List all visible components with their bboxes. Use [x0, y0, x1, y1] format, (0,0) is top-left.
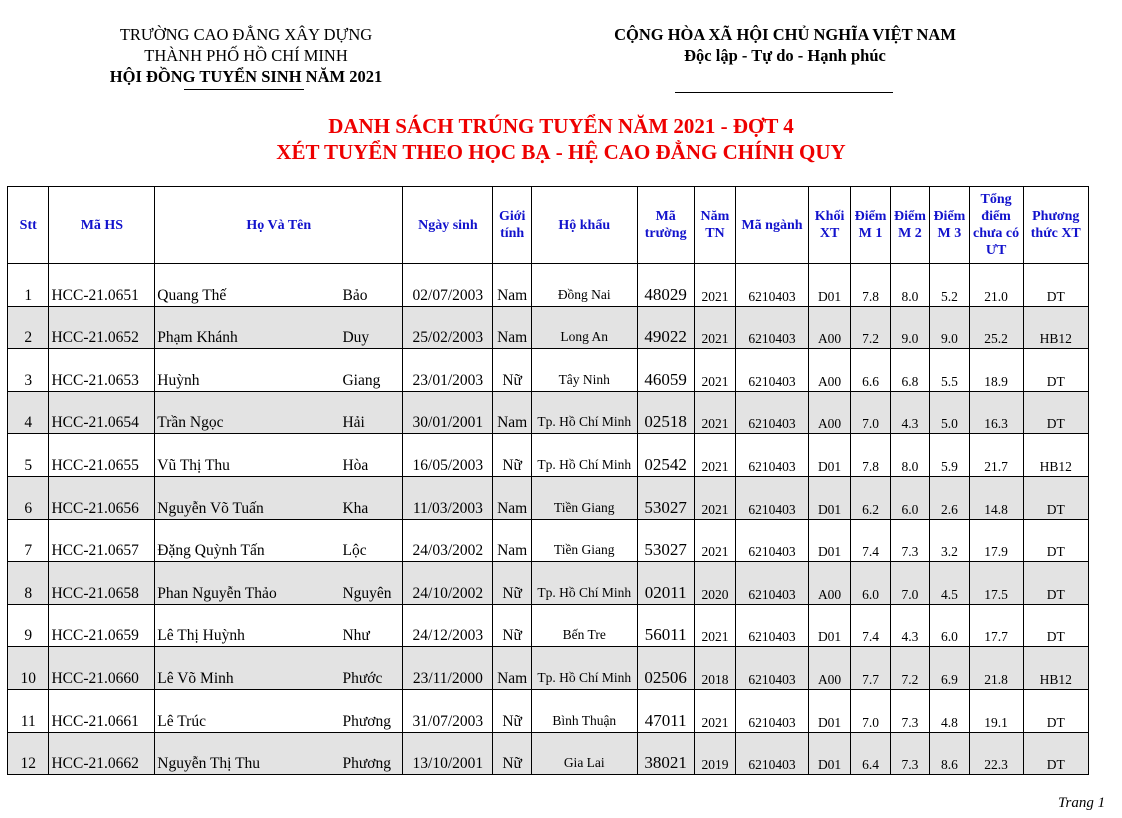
cell-ngay-sinh: 24/03/2002: [403, 519, 493, 562]
cell-phuong-thuc: DT: [1023, 519, 1088, 562]
cell-ho-khau: Tp. Hồ Chí Minh: [531, 391, 637, 434]
cell-nam-tn: 2021: [694, 604, 735, 647]
cell-ho: Đặng Quỳnh Tấn: [155, 519, 341, 562]
cell-ma-truong: 02518: [637, 391, 694, 434]
cell-diem-m2: 6.0: [890, 476, 929, 519]
cell-gioi-tinh: Nam: [493, 476, 531, 519]
col-ma-nganh: Mã ngành: [736, 187, 809, 264]
cell-gioi-tinh: Nữ: [493, 434, 531, 477]
cell-diem-m3: 5.0: [930, 391, 969, 434]
cell-ma-truong: 53027: [637, 519, 694, 562]
cell-gioi-tinh: Nam: [493, 306, 531, 349]
cell-ngay-sinh: 25/02/2003: [403, 306, 493, 349]
cell-ho-khau: Tiền Giang: [531, 476, 637, 519]
cell-ngay-sinh: 16/05/2003: [403, 434, 493, 477]
cell-gioi-tinh: Nam: [493, 264, 531, 307]
cell-ten: Bảo: [340, 264, 402, 307]
col-phuong-thuc: Phương thức XT: [1023, 187, 1088, 264]
header-left: [88, 24, 404, 87]
cell-diem-m1: 7.4: [851, 604, 890, 647]
cell-stt: 4: [8, 391, 49, 434]
header-left-underline: [184, 89, 304, 90]
cell-khoi-xt: D01: [808, 519, 851, 562]
cell-ho: Huỳnh: [155, 349, 341, 392]
cell-nam-tn: 2020: [694, 562, 735, 605]
cell-diem-m3: 4.8: [930, 689, 969, 732]
cell-nam-tn: 2021: [694, 519, 735, 562]
cell-ten: Phước: [340, 647, 402, 690]
cell-ma-nganh: 6210403: [736, 434, 809, 477]
cell-stt: 7: [8, 519, 49, 562]
col-ngay-sinh: Ngày sinh: [403, 187, 493, 264]
cell-ma-truong: 48029: [637, 264, 694, 307]
cell-gioi-tinh: Nam: [493, 391, 531, 434]
cell-ngay-sinh: 02/07/2003: [403, 264, 493, 307]
cell-ma-truong: 02506: [637, 647, 694, 690]
cell-ho-khau: Tp. Hồ Chí Minh: [531, 647, 637, 690]
cell-ho: Nguyễn Võ Tuấn: [155, 476, 341, 519]
cell-gioi-tinh: Nữ: [493, 689, 531, 732]
table-row: [8, 434, 1089, 477]
cell-ma-nganh: 6210403: [736, 391, 809, 434]
cell-khoi-xt: D01: [808, 689, 851, 732]
document-title: DANH SÁCH TRÚNG TUYỂN NĂM 2021 - ĐỢT 4: [328, 114, 794, 138]
cell-tong-diem: 22.3: [969, 732, 1023, 775]
cell-ho: Phan Nguyễn Thảo: [155, 562, 341, 605]
cell-stt: 11: [8, 689, 49, 732]
cell-ho-khau: Tây Ninh: [531, 349, 637, 392]
cell-ma-nganh: 6210403: [736, 732, 809, 775]
col-ma-hs: Mã HS: [49, 187, 155, 264]
col-nam-tn: Năm TN: [694, 187, 735, 264]
cell-khoi-xt: A00: [808, 349, 851, 392]
col-ho-ten: Họ Và Tên: [155, 187, 403, 264]
cell-diem-m3: 5.2: [930, 264, 969, 307]
cell-nam-tn: 2021: [694, 434, 735, 477]
cell-phuong-thuc: DT: [1023, 476, 1088, 519]
cell-nam-tn: 2021: [694, 476, 735, 519]
cell-khoi-xt: A00: [808, 306, 851, 349]
col-ma-truong: Mã trường: [637, 187, 694, 264]
col-gioi-tinh: Giới tính: [493, 187, 531, 264]
cell-ten: Phương: [340, 732, 402, 775]
cell-ma-hs: HCC-21.0655: [49, 434, 155, 477]
school-name-line1: TRƯỜNG CAO ĐẲNG XÂY DỰNG: [119, 25, 373, 44]
cell-ten: Hòa: [340, 434, 402, 477]
cell-nam-tn: 2021: [694, 391, 735, 434]
cell-diem-m3: 6.0: [930, 604, 969, 647]
cell-ho: Quang Thế: [155, 264, 341, 307]
table-row: [8, 349, 1089, 392]
cell-stt: 5: [8, 434, 49, 477]
cell-ho: Trần Ngọc: [155, 391, 341, 434]
table-row: [8, 519, 1089, 562]
cell-diem-m1: 7.8: [851, 434, 890, 477]
cell-diem-m1: 6.4: [851, 732, 890, 775]
cell-ma-nganh: 6210403: [736, 604, 809, 647]
cell-ma-truong: 02011: [637, 562, 694, 605]
cell-khoi-xt: A00: [808, 647, 851, 690]
cell-ma-nganh: 6210403: [736, 689, 809, 732]
cell-tong-diem: 17.5: [969, 562, 1023, 605]
cell-ma-truong: 53027: [637, 476, 694, 519]
cell-stt: 9: [8, 604, 49, 647]
cell-diem-m2: 6.8: [890, 349, 929, 392]
cell-ho: Phạm Khánh: [155, 306, 341, 349]
cell-diem-m2: 7.0: [890, 562, 929, 605]
cell-tong-diem: 18.9: [969, 349, 1023, 392]
cell-stt: 8: [8, 562, 49, 605]
cell-nam-tn: 2021: [694, 689, 735, 732]
cell-ngay-sinh: 11/03/2003: [403, 476, 493, 519]
cell-stt: 12: [8, 732, 49, 775]
council-name: HỘI ĐỒNG TUYỂN SINH NĂM 2021: [109, 67, 383, 86]
cell-ten: Lộc: [340, 519, 402, 562]
table-row: [8, 562, 1089, 605]
cell-gioi-tinh: Nam: [493, 647, 531, 690]
cell-ma-truong: 47011: [637, 689, 694, 732]
cell-ma-hs: HCC-21.0659: [49, 604, 155, 647]
page-number: Trang 1: [1058, 795, 1106, 811]
cell-khoi-xt: D01: [808, 434, 851, 477]
cell-nam-tn: 2021: [694, 306, 735, 349]
cell-diem-m2: 7.2: [890, 647, 929, 690]
table-row: [8, 306, 1089, 349]
header-right: [560, 24, 1010, 66]
cell-gioi-tinh: Nữ: [493, 732, 531, 775]
cell-ma-hs: HCC-21.0662: [49, 732, 155, 775]
document-subtitle: XÉT TUYỂN THEO HỌC BẠ - HỆ CAO ĐẲNG CHÍNH QUY: [276, 140, 846, 164]
cell-diem-m3: 3.2: [930, 519, 969, 562]
cell-ma-truong: 46059: [637, 349, 694, 392]
cell-nam-tn: 2018: [694, 647, 735, 690]
table-row: [8, 732, 1089, 775]
cell-ho-khau: Gia Lai: [531, 732, 637, 775]
cell-ma-nganh: 6210403: [736, 306, 809, 349]
cell-diem-m1: 7.4: [851, 519, 890, 562]
table-body: [8, 264, 1089, 775]
cell-diem-m1: 6.6: [851, 349, 890, 392]
admission-table: [7, 186, 1089, 775]
cell-phuong-thuc: DT: [1023, 264, 1088, 307]
cell-ma-hs: HCC-21.0651: [49, 264, 155, 307]
cell-ma-nganh: 6210403: [736, 349, 809, 392]
cell-tong-diem: 14.8: [969, 476, 1023, 519]
col-diem-m2: Điểm M 2: [890, 187, 929, 264]
cell-diem-m2: 9.0: [890, 306, 929, 349]
cell-gioi-tinh: Nữ: [493, 562, 531, 605]
table-row: [8, 476, 1089, 519]
cell-ho: Lê Võ Minh: [155, 647, 341, 690]
cell-diem-m3: 9.0: [930, 306, 969, 349]
cell-tong-diem: 17.7: [969, 604, 1023, 647]
cell-stt: 3: [8, 349, 49, 392]
cell-ho: Lê Trúc: [155, 689, 341, 732]
cell-ngay-sinh: 23/11/2000: [403, 647, 493, 690]
cell-ma-hs: HCC-21.0654: [49, 391, 155, 434]
col-khoi-xt: Khối XT: [808, 187, 851, 264]
col-diem-m1: Điểm M 1: [851, 187, 890, 264]
cell-phuong-thuc: DT: [1023, 391, 1088, 434]
cell-ho: Vũ Thị Thu: [155, 434, 341, 477]
cell-ma-hs: HCC-21.0658: [49, 562, 155, 605]
cell-khoi-xt: D01: [808, 264, 851, 307]
cell-ten: Như: [340, 604, 402, 647]
cell-gioi-tinh: Nữ: [493, 604, 531, 647]
cell-khoi-xt: D01: [808, 732, 851, 775]
cell-ngay-sinh: 31/07/2003: [403, 689, 493, 732]
cell-diem-m3: 5.5: [930, 349, 969, 392]
cell-phuong-thuc: DT: [1023, 562, 1088, 605]
cell-diem-m2: 8.0: [890, 434, 929, 477]
cell-phuong-thuc: DT: [1023, 732, 1088, 775]
cell-tong-diem: 19.1: [969, 689, 1023, 732]
header-right-underline: [675, 92, 893, 93]
cell-ma-nganh: 6210403: [736, 264, 809, 307]
cell-tong-diem: 21.8: [969, 647, 1023, 690]
cell-diem-m1: 7.7: [851, 647, 890, 690]
cell-stt: 10: [8, 647, 49, 690]
cell-stt: 1: [8, 264, 49, 307]
cell-stt: 2: [8, 306, 49, 349]
cell-ho-khau: Tp. Hồ Chí Minh: [531, 434, 637, 477]
national-title: CỘNG HÒA XÃ HỘI CHỦ NGHĨA VIỆT NAM: [614, 25, 956, 44]
cell-ho-khau: Tp. Hồ Chí Minh: [531, 562, 637, 605]
table-row: [8, 604, 1089, 647]
cell-ngay-sinh: 13/10/2001: [403, 732, 493, 775]
cell-ngay-sinh: 24/10/2002: [403, 562, 493, 605]
cell-phuong-thuc: DT: [1023, 689, 1088, 732]
cell-tong-diem: 17.9: [969, 519, 1023, 562]
cell-tong-diem: 21.7: [969, 434, 1023, 477]
cell-ho-khau: Bến Tre: [531, 604, 637, 647]
cell-tong-diem: 25.2: [969, 306, 1023, 349]
cell-nam-tn: 2019: [694, 732, 735, 775]
cell-diem-m1: 7.0: [851, 391, 890, 434]
cell-ma-nganh: 6210403: [736, 476, 809, 519]
cell-diem-m3: 8.6: [930, 732, 969, 775]
cell-diem-m2: 4.3: [890, 391, 929, 434]
cell-ma-truong: 38021: [637, 732, 694, 775]
cell-ngay-sinh: 30/01/2001: [403, 391, 493, 434]
cell-gioi-tinh: Nữ: [493, 349, 531, 392]
cell-nam-tn: 2021: [694, 264, 735, 307]
cell-khoi-xt: D01: [808, 604, 851, 647]
cell-diem-m1: 6.0: [851, 562, 890, 605]
cell-ten: Phương: [340, 689, 402, 732]
cell-diem-m2: 8.0: [890, 264, 929, 307]
cell-ma-nganh: 6210403: [736, 562, 809, 605]
school-name-line2: THÀNH PHỐ HỒ CHÍ MINH: [144, 46, 348, 65]
cell-diem-m2: 7.3: [890, 519, 929, 562]
cell-phuong-thuc: DT: [1023, 604, 1088, 647]
cell-ma-hs: HCC-21.0656: [49, 476, 155, 519]
cell-ngay-sinh: 23/01/2003: [403, 349, 493, 392]
cell-ma-hs: HCC-21.0652: [49, 306, 155, 349]
cell-ngay-sinh: 24/12/2003: [403, 604, 493, 647]
national-motto: Độc lập - Tự do - Hạnh phúc: [684, 46, 886, 65]
cell-ma-hs: HCC-21.0653: [49, 349, 155, 392]
cell-ten: Kha: [340, 476, 402, 519]
cell-ma-nganh: 6210403: [736, 647, 809, 690]
cell-ma-hs: HCC-21.0661: [49, 689, 155, 732]
cell-phuong-thuc: HB12: [1023, 306, 1088, 349]
cell-ten: Giang: [340, 349, 402, 392]
cell-ma-hs: HCC-21.0660: [49, 647, 155, 690]
cell-ho-khau: Long An: [531, 306, 637, 349]
cell-nam-tn: 2021: [694, 349, 735, 392]
col-tong-diem: Tổng điểm chưa có ƯT: [969, 187, 1023, 264]
cell-diem-m1: 7.2: [851, 306, 890, 349]
cell-phuong-thuc: HB12: [1023, 647, 1088, 690]
cell-khoi-xt: D01: [808, 476, 851, 519]
cell-diem-m2: 7.3: [890, 689, 929, 732]
cell-tong-diem: 21.0: [969, 264, 1023, 307]
cell-ten: Hải: [340, 391, 402, 434]
cell-ho: Nguyễn Thị Thu: [155, 732, 341, 775]
cell-ma-nganh: 6210403: [736, 519, 809, 562]
cell-ma-truong: 02542: [637, 434, 694, 477]
cell-ma-truong: 49022: [637, 306, 694, 349]
cell-gioi-tinh: Nam: [493, 519, 531, 562]
cell-diem-m1: 6.2: [851, 476, 890, 519]
cell-stt: 6: [8, 476, 49, 519]
cell-ma-hs: HCC-21.0657: [49, 519, 155, 562]
cell-diem-m2: 4.3: [890, 604, 929, 647]
cell-phuong-thuc: HB12: [1023, 434, 1088, 477]
cell-diem-m1: 7.0: [851, 689, 890, 732]
cell-diem-m3: 2.6: [930, 476, 969, 519]
table-row: [8, 391, 1089, 434]
cell-tong-diem: 16.3: [969, 391, 1023, 434]
table-header-row: [8, 187, 1089, 264]
cell-diem-m2: 7.3: [890, 732, 929, 775]
table-row: [8, 647, 1089, 690]
cell-ho-khau: Đồng Nai: [531, 264, 637, 307]
cell-phuong-thuc: DT: [1023, 349, 1088, 392]
cell-ho-khau: Bình Thuận: [531, 689, 637, 732]
cell-diem-m1: 7.8: [851, 264, 890, 307]
cell-diem-m3: 6.9: [930, 647, 969, 690]
cell-ten: Nguyên: [340, 562, 402, 605]
col-diem-m3: Điểm M 3: [930, 187, 969, 264]
cell-diem-m3: 5.9: [930, 434, 969, 477]
cell-diem-m3: 4.5: [930, 562, 969, 605]
table-row: [8, 264, 1089, 307]
cell-ma-truong: 56011: [637, 604, 694, 647]
cell-ho-khau: Tiền Giang: [531, 519, 637, 562]
col-ho-khau: Hộ khẩu: [531, 187, 637, 264]
cell-ho: Lê Thị Huỳnh: [155, 604, 341, 647]
table-row: [8, 689, 1089, 732]
cell-ten: Duy: [340, 306, 402, 349]
cell-khoi-xt: A00: [808, 391, 851, 434]
col-stt: Stt: [8, 187, 49, 264]
cell-khoi-xt: A00: [808, 562, 851, 605]
